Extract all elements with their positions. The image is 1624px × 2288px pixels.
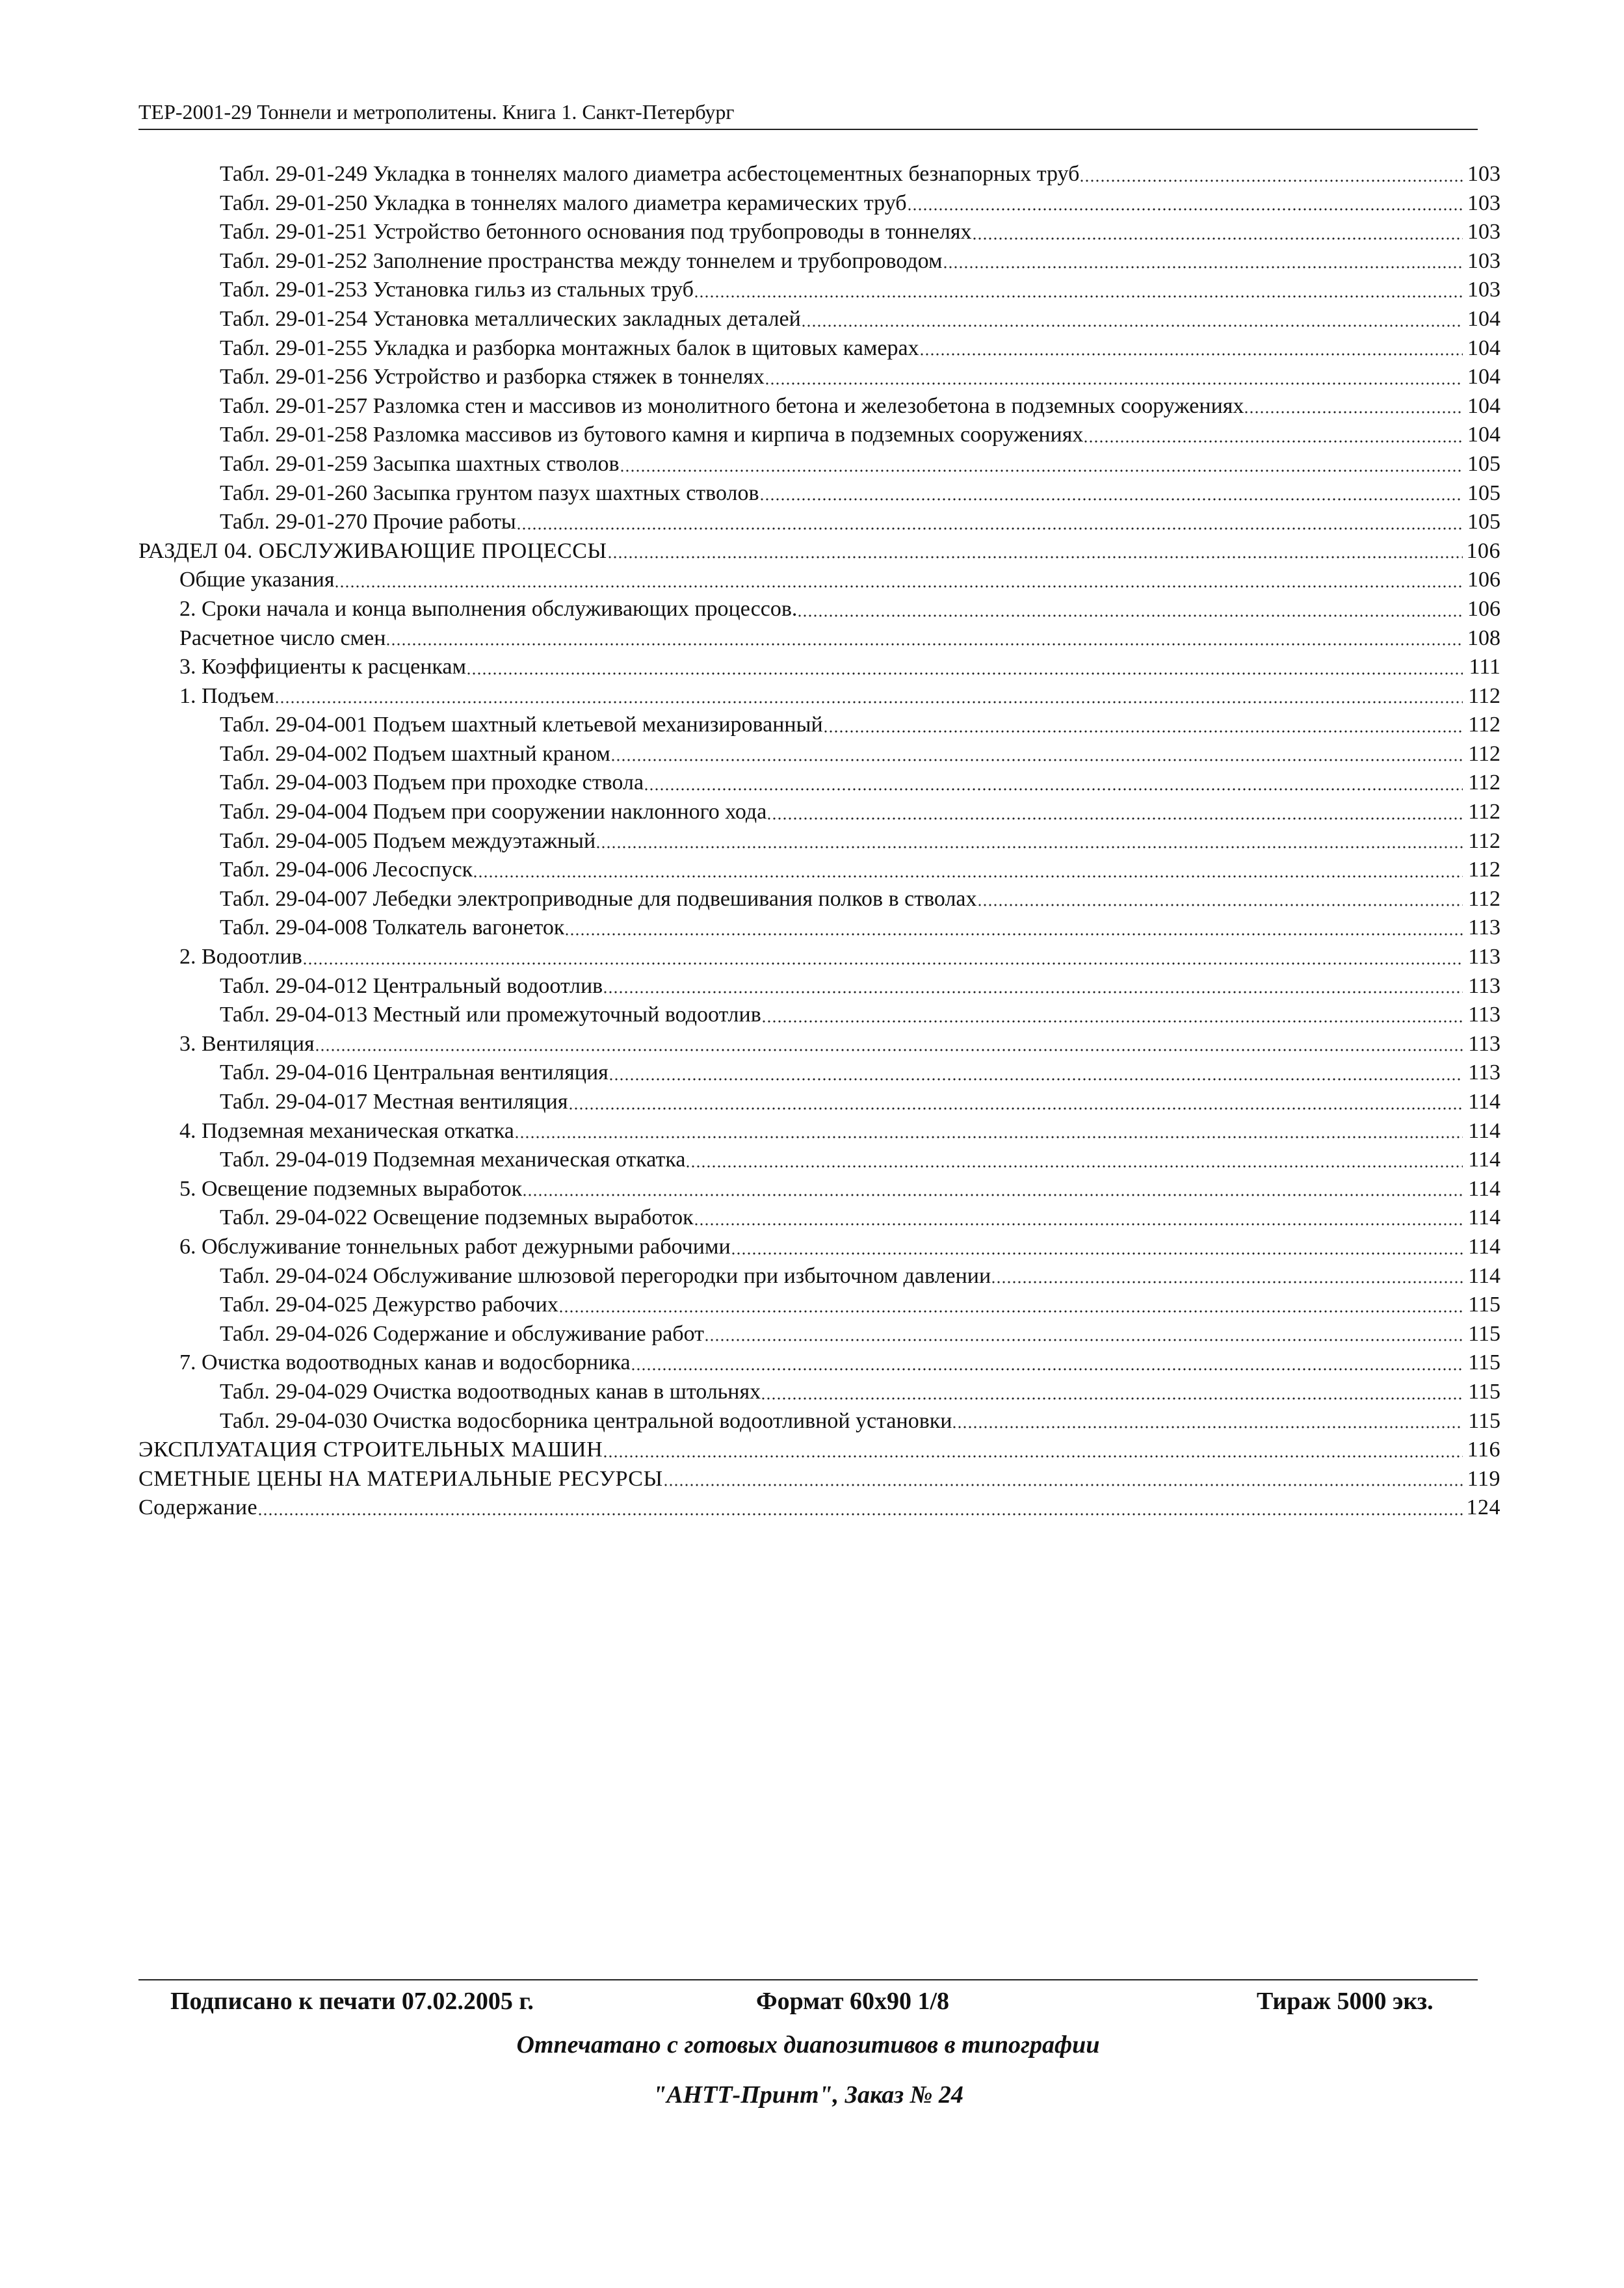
toc-entry-page: 112 — [1468, 741, 1500, 766]
toc-entry-page: 113 — [1468, 973, 1500, 998]
toc-dot-leader — [977, 904, 1463, 906]
toc-entry-page: 103 — [1467, 162, 1500, 186]
toc-entry-page: 105 — [1467, 451, 1500, 476]
toc-entry-title: Табл. 29-04-008 Толкатель вагонеток — [220, 915, 565, 940]
toc-entry-title: Табл. 29-01-251 Устройство бетонного основания под трубопроводы в тоннелях — [220, 220, 972, 244]
toc-dot-leader — [704, 1339, 1463, 1341]
toc-entry — [138, 1146, 1500, 1175]
toc-entry-page: 115 — [1468, 1321, 1500, 1346]
table-of-contents — [138, 160, 1500, 1523]
toc-entry — [138, 334, 1500, 363]
toc-entry — [138, 740, 1500, 769]
toc-entry-title: Табл. 29-01-256 Устройство и разборка стяжек в тоннелях — [220, 365, 765, 389]
toc-entry-title: Табл. 29-04-001 Подъем шахтный клетьевой механизированный — [220, 713, 823, 737]
toc-dot-leader — [466, 672, 1463, 675]
toc-entry-page: 114 — [1468, 1176, 1500, 1201]
toc-entry — [138, 798, 1500, 827]
toc-entry-title: Табл. 29-01-259 Засыпка шахтных стволов — [220, 451, 620, 476]
toc-entry-page: 106 — [1467, 596, 1500, 621]
toc-entry — [138, 1233, 1500, 1262]
toc-entry-title: Табл. 29-04-017 Местная вентиляция — [220, 1090, 568, 1114]
toc-dot-leader — [952, 1426, 1463, 1428]
toc-dot-leader — [761, 1020, 1463, 1023]
toc-entry — [138, 421, 1500, 450]
toc-entry-page: 103 — [1467, 220, 1500, 244]
toc-entry-page: 103 — [1467, 278, 1500, 302]
toc-entry-page: 116 — [1467, 1438, 1500, 1462]
toc-entry-title: Табл. 29-04-019 Подземная механическая откатка — [220, 1148, 686, 1172]
toc-dot-leader — [823, 730, 1463, 733]
toc-entry-title: Табл. 29-04-029 Очистка водоотводных канав в штольнях — [220, 1379, 761, 1404]
toc-entry — [138, 1203, 1500, 1233]
toc-entry — [138, 189, 1500, 218]
toc-entry — [138, 1493, 1500, 1523]
toc-entry-page: 115 — [1468, 1350, 1500, 1375]
footer-rule — [138, 1979, 1478, 1980]
toc-entry-page: 114 — [1468, 1118, 1500, 1143]
toc-entry — [138, 711, 1500, 740]
toc-entry-title: 4. Подземная механическая откатка — [179, 1118, 514, 1143]
toc-entry — [138, 1175, 1500, 1204]
toc-dot-leader — [907, 208, 1463, 211]
toc-entry-page: 104 — [1467, 365, 1500, 389]
toc-dot-leader — [564, 933, 1463, 936]
toc-entry — [138, 1378, 1500, 1407]
toc-dot-leader — [801, 324, 1463, 327]
toc-entry — [138, 450, 1500, 479]
toc-dot-leader — [1244, 411, 1463, 414]
toc-entry-title: 1. Подъем — [179, 683, 275, 708]
toc-entry-page: 112 — [1468, 713, 1500, 737]
toc-dot-leader — [972, 237, 1463, 240]
imprint-print-run: Тираж 5000 экз. — [1257, 1988, 1434, 2015]
toc-dot-leader — [765, 382, 1463, 385]
toc-entry-page: 103 — [1467, 191, 1500, 215]
toc-entry-title: Табл. 29-04-016 Центральная вентиляция — [220, 1060, 609, 1085]
toc-entry-title: 6. Обслуживание тоннельных работ дежурными рабочими — [179, 1234, 731, 1259]
imprint-printer-order: "АНТТ-Принт", Заказ № 24 — [653, 2081, 963, 2109]
toc-entry-title: 2. Водоотлив — [179, 945, 302, 969]
toc-entry-title: Табл. 29-04-012 Центральный водоотлив — [220, 973, 603, 998]
toc-entry-title: Табл. 29-01-252 Заполнение пространства между тоннелем и трубопроводом — [220, 248, 943, 273]
toc-entry-page: 114 — [1468, 1148, 1500, 1172]
toc-entry — [138, 653, 1500, 682]
toc-entry-page: 112 — [1468, 683, 1500, 708]
toc-dot-leader — [620, 469, 1463, 472]
toc-dot-leader — [603, 991, 1463, 993]
toc-dot-leader — [991, 1281, 1463, 1283]
toc-entry-title: 2. Сроки начала и конца выполнения обслуживающих процессов. — [179, 596, 798, 621]
toc-entry-title: Табл. 29-04-026 Содержание и обслуживание работ — [220, 1321, 704, 1346]
toc-dot-leader — [473, 875, 1463, 878]
toc-entry-title: Табл. 29-04-002 Подъем шахтный краном — [220, 741, 610, 766]
toc-entry-title: Табл. 29-01-258 Разломка массивов из бутового камня и кирпича в подземных сооружениях — [220, 423, 1084, 447]
toc-entry — [138, 624, 1500, 653]
toc-entry-page: 114 — [1468, 1205, 1500, 1230]
toc-dot-leader — [302, 962, 1463, 965]
toc-entry — [138, 392, 1500, 421]
page-header: ТЕР-2001-29 Тоннели и метрополитены. Книга 1. Санкт-Петербург — [138, 100, 735, 124]
toc-dot-leader — [694, 1223, 1463, 1226]
toc-entry-title: Табл. 29-04-025 Дежурство рабочих — [220, 1293, 558, 1317]
imprint-printed-by: Отпечатано с готовых диапозитивов в типографии — [516, 2031, 1100, 2058]
toc-entry — [138, 1407, 1500, 1436]
toc-dot-leader — [759, 498, 1463, 501]
toc-dot-leader — [386, 643, 1463, 646]
toc-entry-page: 108 — [1467, 625, 1500, 650]
toc-entry-page: 119 — [1467, 1466, 1500, 1491]
toc-entry-page: 113 — [1468, 945, 1500, 969]
toc-entry — [138, 1348, 1500, 1378]
toc-entry-page: 112 — [1468, 770, 1500, 795]
toc-entry-title: 3. Коэффициенты к расценкам — [179, 655, 467, 679]
toc-entry-title: Табл. 29-01-270 Прочие работы — [220, 510, 516, 534]
toc-entry-page: 105 — [1467, 480, 1500, 505]
toc-entry-page: 104 — [1467, 306, 1500, 331]
toc-entry-title: Табл. 29-04-022 Освещение подземных выработок — [220, 1205, 694, 1230]
header-rule — [138, 129, 1478, 130]
toc-dot-leader — [514, 1136, 1463, 1138]
toc-entry-title: Табл. 29-04-005 Подъем междуэтажный — [220, 828, 596, 853]
toc-entry — [138, 1291, 1500, 1320]
toc-entry-title: Табл. 29-01-257 Разломка стен и массивов из монолитного бетона и железобетона в подземных сооружениях — [220, 393, 1244, 418]
toc-entry-title: Табл. 29-01-250 Укладка в тоннелях малого диаметра керамических труб — [220, 191, 907, 215]
toc-dot-leader — [603, 1455, 1463, 1458]
toc-entry — [138, 1059, 1500, 1088]
toc-entry-page: 103 — [1467, 248, 1500, 273]
toc-entry-title: Табл. 29-04-003 Подъем при проходке ствола — [220, 770, 644, 795]
toc-dot-leader — [568, 1107, 1463, 1110]
toc-dot-leader — [761, 1397, 1463, 1400]
toc-entry-title: Табл. 29-01-260 Засыпка грунтом пазух шахтных стволов — [220, 480, 759, 505]
toc-entry — [138, 160, 1500, 189]
toc-entry — [138, 682, 1500, 711]
toc-entry — [138, 218, 1500, 247]
toc-entry — [138, 1001, 1500, 1030]
toc-entry-title: Табл. 29-01-249 Укладка в тоннелях малого диаметра асбестоцементных безнапорных труб — [220, 162, 1080, 186]
toc-entry — [138, 247, 1500, 276]
toc-entry-page: 104 — [1467, 423, 1500, 447]
toc-entry — [138, 566, 1500, 595]
toc-entry-title: СМЕТНЫЕ ЦЕНЫ НА МАТЕРИАЛЬНЫЕ РЕСУРСЫ — [138, 1466, 663, 1491]
toc-dot-leader — [644, 788, 1463, 791]
toc-dot-leader — [797, 614, 1463, 617]
toc-entry — [138, 508, 1500, 537]
toc-entry-title: Табл. 29-04-024 Обслуживание шлюзовой перегородки при избыточном давлении — [220, 1263, 991, 1288]
toc-entry-title: ЭКСПЛУАТАЦИЯ СТРОИТЕЛЬНЫХ МАШИН — [138, 1438, 603, 1462]
toc-entry-title: РАЗДЕЛ 04. ОБСЛУЖИВАЮЩИЕ ПРОЦЕССЫ — [138, 538, 607, 563]
toc-entry — [138, 856, 1500, 885]
toc-entry-page: 106 — [1467, 568, 1500, 592]
toc-dot-leader — [694, 295, 1463, 298]
toc-entry-title: Расчетное число смен — [179, 625, 386, 650]
toc-entry — [138, 595, 1500, 624]
toc-dot-leader — [1079, 179, 1463, 182]
toc-entry-title: Табл. 29-04-004 Подъем при сооружении наклонного хода — [220, 800, 767, 824]
toc-entry — [138, 914, 1500, 943]
toc-entry-page: 115 — [1468, 1293, 1500, 1317]
toc-entry-title: Табл. 29-01-253 Установка гильз из стальных труб — [220, 278, 694, 302]
toc-entry-title: Табл. 29-04-030 Очистка водосборника центральной водоотливной установки — [220, 1408, 952, 1433]
toc-dot-leader — [731, 1252, 1463, 1255]
toc-dot-leader — [685, 1165, 1463, 1168]
toc-entry-title: Табл. 29-01-254 Установка металлических закладных деталей — [220, 306, 801, 331]
toc-entry-page: 115 — [1468, 1379, 1500, 1404]
toc-entry-page: 112 — [1468, 858, 1500, 882]
toc-dot-leader — [522, 1194, 1463, 1196]
toc-entry — [138, 943, 1500, 972]
toc-entry-page: 113 — [1468, 915, 1500, 940]
toc-entry-title: 7. Очистка водоотводных канав и водосборника — [179, 1350, 631, 1375]
toc-entry-page: 124 — [1466, 1495, 1500, 1520]
toc-entry-page: 114 — [1468, 1090, 1500, 1114]
toc-entry — [138, 769, 1500, 798]
toc-dot-leader — [596, 846, 1463, 848]
toc-entry — [138, 885, 1500, 914]
toc-entry — [138, 363, 1500, 392]
toc-entry-title: Табл. 29-01-255 Укладка и разборка монтажных балок в щитовых камерах — [220, 335, 919, 360]
toc-entry-page: 104 — [1467, 393, 1500, 418]
toc-dot-leader — [558, 1310, 1463, 1313]
toc-dot-leader — [334, 585, 1463, 588]
toc-entry — [138, 1030, 1500, 1059]
toc-entry-title: Табл. 29-04-007 Лебедки электроприводные для подвешивания полков в стволах — [220, 886, 977, 911]
toc-dot-leader — [1083, 440, 1463, 443]
toc-entry — [138, 305, 1500, 334]
toc-entry-title: Табл. 29-04-013 Местный или промежуточный водоотлив — [220, 1003, 761, 1027]
toc-entry-title: Общие указания — [179, 568, 335, 592]
toc-dot-leader — [663, 1484, 1463, 1486]
toc-dot-leader — [315, 1049, 1463, 1051]
toc-entry — [138, 1436, 1500, 1465]
toc-dot-leader — [274, 701, 1463, 703]
toc-dot-leader — [766, 817, 1463, 820]
toc-entry-title: Табл. 29-04-006 Лесоспуск — [220, 858, 473, 882]
toc-entry — [138, 537, 1500, 566]
toc-entry-page: 113 — [1468, 1003, 1500, 1027]
toc-entry-page: 115 — [1468, 1408, 1500, 1433]
toc-entry-page: 111 — [1469, 655, 1500, 679]
toc-entry — [138, 1320, 1500, 1349]
toc-dot-leader — [257, 1513, 1463, 1516]
toc-entry-page: 112 — [1468, 800, 1500, 824]
toc-entry-title: Содержание — [138, 1495, 258, 1520]
toc-entry-page: 106 — [1466, 538, 1500, 563]
toc-dot-leader — [919, 353, 1463, 356]
toc-dot-leader — [609, 1078, 1463, 1081]
toc-entry-page: 113 — [1468, 1031, 1500, 1056]
toc-entry — [138, 1117, 1500, 1146]
toc-dot-leader — [943, 266, 1463, 269]
toc-entry — [138, 479, 1500, 508]
toc-entry — [138, 276, 1500, 305]
toc-entry — [138, 827, 1500, 856]
toc-entry-page: 113 — [1468, 1060, 1500, 1085]
toc-entry — [138, 1262, 1500, 1291]
imprint-signed-date: Подписано к печати 07.02.2005 г. — [170, 1988, 534, 2015]
toc-entry-title: 3. Вентиляция — [179, 1031, 315, 1056]
toc-entry-page: 114 — [1468, 1234, 1500, 1259]
toc-entry — [138, 972, 1500, 1001]
toc-entry-page: 112 — [1468, 828, 1500, 853]
toc-dot-leader — [631, 1368, 1463, 1371]
toc-entry-title: 5. Освещение подземных выработок — [179, 1176, 523, 1201]
toc-entry — [138, 1088, 1500, 1117]
toc-entry-page: 112 — [1468, 886, 1500, 911]
toc-entry-page: 114 — [1468, 1263, 1500, 1288]
imprint-format: Формат 60х90 1/8 — [756, 1988, 950, 2015]
toc-dot-leader — [607, 556, 1463, 559]
toc-dot-leader — [516, 527, 1463, 530]
toc-dot-leader — [610, 759, 1463, 761]
toc-entry-page: 105 — [1467, 510, 1500, 534]
toc-entry — [138, 1465, 1500, 1494]
toc-entry-page: 104 — [1467, 335, 1500, 360]
